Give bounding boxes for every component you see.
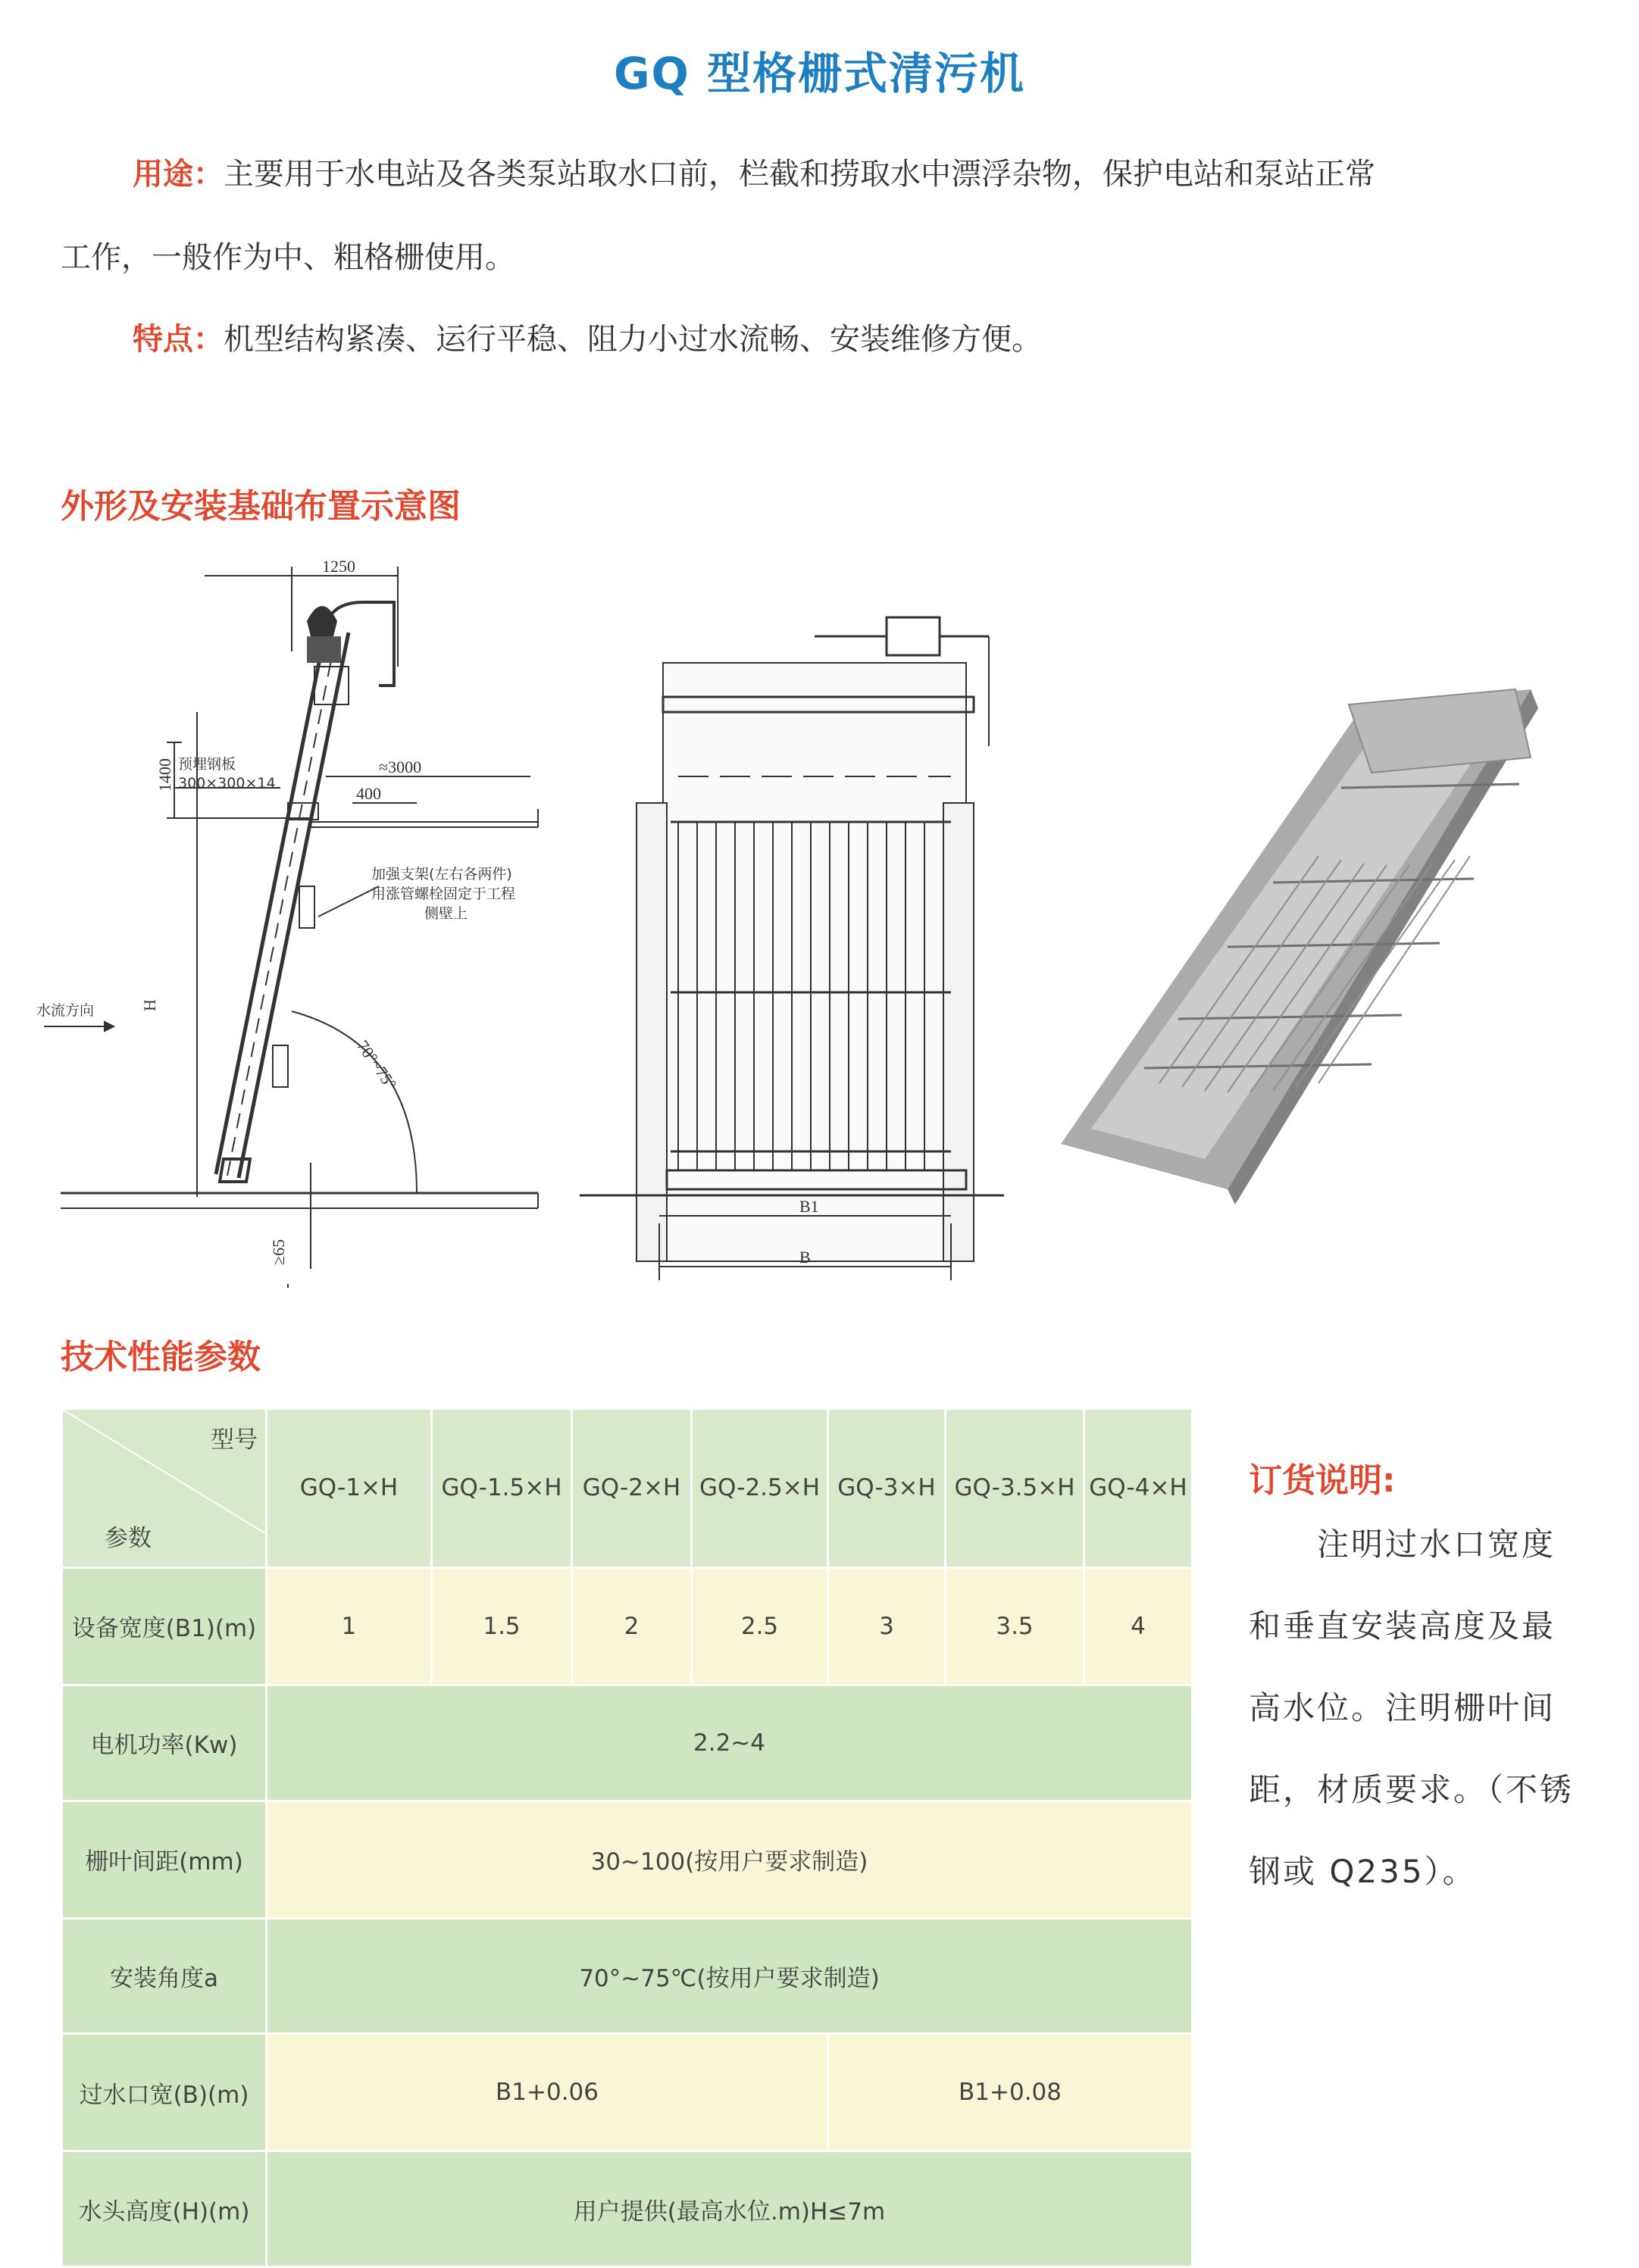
model-header-6: GQ-3.5×H	[946, 1409, 1084, 1568]
power-label: 电机功率(Kw)	[62, 1685, 267, 1801]
width-value-6: 3.5	[946, 1567, 1084, 1685]
usage-line-1	[133, 152, 1375, 197]
order-text: 注明过水口宽度和垂直安装高度及最高水位。注明栅叶间距，材质要求。（不锈钢或 Q235）。	[1249, 1526, 1575, 1890]
angle-param-label: 安装角度a	[62, 1918, 267, 2034]
depth-label: ≥65	[269, 1239, 288, 1265]
support-note-1: 加强支架(左右各两件)	[371, 866, 512, 883]
order-title: 订货说明:	[1249, 1461, 1396, 1500]
spec-table	[61, 1407, 1193, 2268]
width-value-3: 2	[572, 1567, 692, 1685]
front-b1-label: B1	[799, 1197, 819, 1216]
model-header-4: GQ-2.5×H	[692, 1409, 828, 1568]
width-value-7: 4	[1084, 1567, 1193, 1685]
width-label: 设备宽度(B1)(m)	[62, 1567, 267, 1685]
side-h-label: H	[140, 999, 159, 1011]
usage-text-2: 工作，一般作为中、粗格栅使用。	[61, 240, 515, 275]
flow-direction-label: 水流方向	[36, 1002, 95, 1019]
side-dim-top: 1250	[322, 561, 355, 576]
table-row-head	[62, 2151, 1193, 2267]
table-header-row	[62, 1409, 1193, 1568]
model-header-7: GQ-4×H	[1084, 1409, 1193, 1568]
side-dim-length: ≈3000	[379, 758, 422, 776]
table-row-angle	[62, 1918, 1193, 2034]
spec-section-title: 技术性能参数	[61, 1338, 261, 1376]
width-value-5: 3	[828, 1567, 946, 1685]
table-row-width	[62, 1567, 1193, 1685]
support-note-2: 用涨管螺栓固定于工程	[371, 886, 516, 902]
spacing-value: 30~100(按用户要求制造)	[267, 1801, 1193, 1918]
header-model-label: 型号	[211, 1426, 258, 1454]
features-text: 机型结构紧凑、运行平稳、阻力小过水流畅、安装维修方便。	[224, 322, 1042, 357]
front-view-drawing	[580, 614, 1019, 1288]
features-label: 特点：	[133, 322, 224, 357]
model-header-2: GQ-1.5×H	[432, 1409, 572, 1568]
product-photo	[1046, 674, 1546, 1204]
usage-label: 用途：	[133, 157, 224, 192]
opening-value-2: B1+0.08	[828, 2034, 1193, 2151]
header-param-label: 参数	[105, 1524, 152, 1552]
embedded-plate-size: 300×300×14	[178, 775, 276, 792]
angle-value: 70°~75℃(按用户要求制造)	[267, 1918, 1193, 2034]
embedded-plate-label: 预埋钢板	[178, 756, 236, 773]
width-value-4: 2.5	[692, 1567, 828, 1685]
model-header-1: GQ-1×H	[267, 1409, 432, 1568]
table-row-power	[62, 1685, 1193, 1801]
power-value: 2.2~4	[267, 1685, 1193, 1801]
width-value-2: 1.5	[432, 1567, 572, 1685]
opening-value-1: B1+0.06	[267, 2034, 828, 2151]
front-b-label: B	[799, 1248, 811, 1267]
opening-label: 过水口宽(B)(m)	[62, 2034, 267, 2151]
table-row-opening	[62, 2034, 1193, 2151]
head-label: 水头高度(H)(m)	[62, 2151, 267, 2267]
features-line	[133, 317, 1042, 362]
side-dim-400: 400	[356, 784, 381, 803]
header-corner-cell	[62, 1409, 267, 1568]
width-value-1: 1	[267, 1567, 432, 1685]
drawing-section-title: 外形及安装基础布置示意图	[61, 487, 461, 526]
usage-text-1: 主要用于水电站及各类泵站取水口前，栏截和捞取水中漂浮杂物，保护电站和泵站正常	[224, 157, 1375, 192]
side-dim-height: 1400	[155, 758, 174, 792]
table-row-spacing	[62, 1801, 1193, 1918]
model-header-5: GQ-3×H	[828, 1409, 946, 1568]
angle-label: 70°~75°	[352, 1036, 401, 1094]
page-title: GQ 型格栅式清污机	[613, 48, 1026, 99]
support-note-3: 侧壁上	[424, 905, 468, 922]
head-value: 用户提供(最高水位.m)H≤7m	[267, 2151, 1193, 2267]
side-view-drawing	[23, 561, 568, 1288]
spacing-label: 栅叶间距(mm)	[62, 1801, 267, 1918]
model-header-3: GQ-2×H	[572, 1409, 692, 1568]
